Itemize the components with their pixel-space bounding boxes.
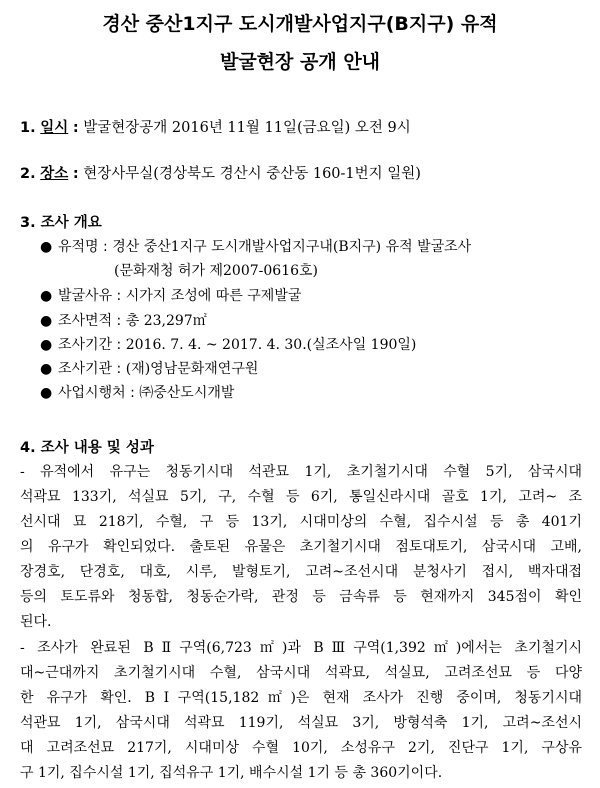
overview-item-site-name — [40, 236, 471, 256]
results-paragraph-line: 선시대 묘 218기, 수혈, 구 등 13기, 시대미상의 수혈, 집수시설 등 총 401기 — [20, 514, 582, 530]
bullet-icon: ● — [40, 385, 53, 401]
results-paragraph-line: 석곽묘 133기, 석실묘 5기, 구, 수혈 등 6기, 통일신라시대 골호 1기, 고려~ 조 — [20, 489, 582, 505]
overview-item-separator: : — [112, 337, 126, 353]
overview-item-reason — [40, 285, 301, 305]
overview-item-key: 조사기간 — [58, 337, 113, 353]
overview-item-value: 경산 중산1지구 도시개발사업지구내(B지구) 유적 발굴조사 — [112, 239, 472, 255]
overview-item-value: 총 23,297㎡ — [125, 313, 207, 329]
overview-item-separator: : — [112, 361, 126, 377]
overview-item-separator: : — [112, 313, 126, 329]
section-date-label: 일시 — [40, 120, 69, 136]
overview-item-key: 유적명 — [58, 239, 99, 255]
section-place-colon: : — [72, 166, 79, 182]
section-place-number: 2. — [20, 166, 36, 182]
overview-item-separator: : — [112, 288, 126, 304]
overview-item-site-name-permit: (문화재청 허가 제2007-0616호) — [114, 263, 319, 279]
overview-item-value: 시가지 조성에 따른 구제발굴 — [125, 288, 302, 304]
results-paragraph-line: 장경호, 단경호, 대호, 시루, 발형토기, 고려~조선시대 분청사기 접시, 백자대접 — [20, 564, 582, 580]
document-title: 경산 중산1지구 도시개발사업지구(B지구) 유적 — [102, 13, 498, 35]
overview-item-institution — [40, 358, 258, 378]
section-place-label: 장소 — [40, 166, 69, 182]
overview-item-key: 조사기관 — [58, 361, 113, 377]
overview-item-key: 사업시행처 — [58, 385, 126, 401]
bullet-icon: ● — [40, 361, 53, 377]
results-paragraph-line: 대 고려조선묘 217기, 시대미상 수혈 10기, 소성유구 2기, 진단구 1기, 구상유 — [20, 740, 582, 756]
overview-item-key: 발굴사유 — [58, 288, 113, 304]
results-paragraph-line: 대~근대까지 초기철기시대 수혈, 삼국시대 석곽묘, 석실묘, 고려조선묘 등 다양 — [20, 665, 582, 681]
bullet-icon: ● — [40, 288, 53, 304]
results-paragraph-line: - 유적에서 유구는 청동기시대 석관묘 1기, 초기철기시대 수혈 5기, 삼국시대 — [20, 464, 582, 480]
overview-item-value: 2016. 7. 4. ~ 2017. 4. 30.(실조사일 190일) — [125, 337, 417, 353]
overview-item-period — [40, 334, 416, 354]
results-paragraph-line: 구 1기, 집수시설 1기, 집석유구 1기, 배수시설 1기 등 총 360기이다. — [20, 765, 443, 781]
section-place — [20, 162, 421, 183]
results-paragraph-line: 한 유구가 확인. BⅠ구역(15,182㎡)은 현재 조사가 진행 중이며, 청동기시대 — [20, 690, 582, 706]
results-paragraph-line: 의 유구가 확인되었다. 출토된 유물은 초기철기시대 점토대토기, 삼국시대 고배, — [20, 539, 582, 555]
section-date-number: 1. — [20, 120, 36, 136]
section-overview-heading: 3. 조사 개요 — [20, 215, 102, 231]
results-paragraph-line: 된다. — [20, 614, 52, 630]
overview-item-value: ㈜중산도시개발 — [139, 385, 235, 401]
results-paragraph-line: - 조사가 완료된 BⅡ구역(6,723㎡)과 BⅢ구역(1,392㎡)에서는 초기철기시 — [20, 640, 582, 656]
section-date-colon: : — [72, 120, 79, 136]
overview-item-key: 조사면적 — [58, 313, 113, 329]
section-place-value: 현장사무실(경상북도 경산시 중산동 160-1번지 일원) — [83, 166, 421, 182]
bullet-icon: ● — [40, 239, 53, 255]
overview-item-developer — [40, 382, 234, 402]
results-paragraph-line: 등의 토도류와 청동합, 청동순가락, 관정 등 금속류 등 현재까지 345점이 확인 — [20, 589, 582, 605]
bullet-icon: ● — [40, 337, 53, 353]
section-date — [20, 116, 411, 137]
results-paragraph-line: 석관묘 1기, 삼국시대 석곽묘 119기, 석실묘 3기, 방형석축 1기, 고려~조선시 — [20, 715, 582, 731]
section-results-heading: 4. 조사 내용 및 성과 — [20, 440, 154, 456]
bullet-icon: ● — [40, 313, 53, 329]
section-date-value: 발굴현장공개 2016년 11월 11일(금요일) 오전 9시 — [83, 120, 411, 136]
document-subtitle: 발굴현장 공개 안내 — [219, 51, 381, 73]
overview-item-separator: : — [125, 385, 140, 401]
overview-item-area — [40, 310, 207, 330]
overview-item-separator: : — [98, 239, 113, 255]
overview-item-value: (재)영남문화재연구원 — [125, 361, 259, 377]
